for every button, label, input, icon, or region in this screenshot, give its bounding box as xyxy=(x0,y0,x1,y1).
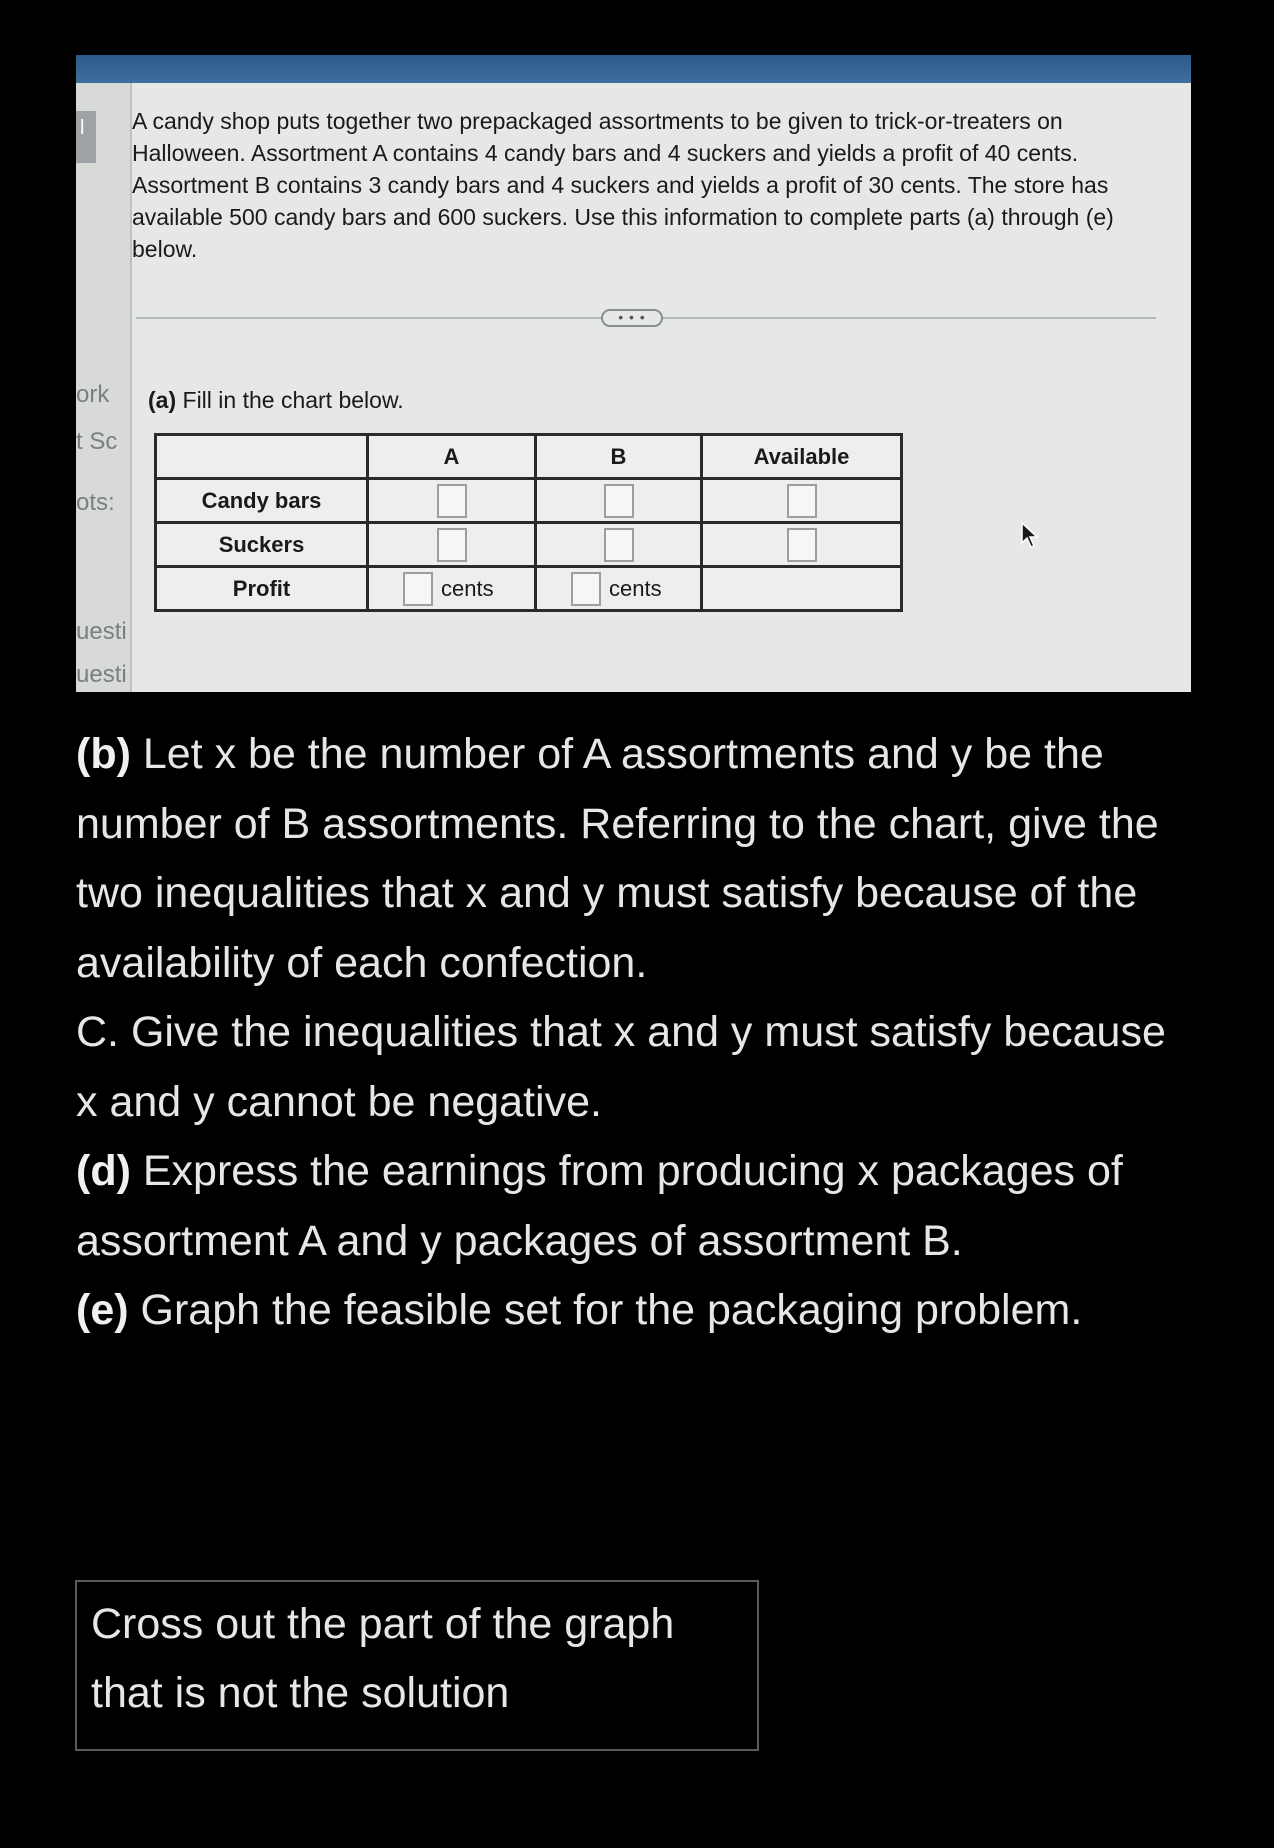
suckers-available-input[interactable] xyxy=(787,528,817,562)
part-a-prompt xyxy=(148,387,404,414)
profit-b-input[interactable] xyxy=(571,572,601,606)
question-b-text: Let x be the number of A assortments and y be the number of B assortments. Referring to the chart, give the two inequalities that x and y must satisfy because of the availability of each confection. xyxy=(76,730,1159,987)
suckers-b-input[interactable] xyxy=(604,528,634,562)
question-e xyxy=(76,1276,1196,1346)
candy-bars-available-input[interactable] xyxy=(787,484,817,518)
expand-button[interactable]: • • • xyxy=(601,309,663,327)
problem-statement: A candy shop puts together two prepackaged assortments to be given to trick-or-treaters on Halloween. Assortment A contains 4 candy bars and 4 suckers and yields a profit of 40 cents. Assortment B contains 3 candy bars and 4 suckers and yields a profit of 30 cents. The store has available 500 candy bars and 600 suckers. Use this information to complete parts (a) through (e) below. xyxy=(132,108,1114,262)
monitor-photo xyxy=(76,55,1191,692)
question-c: C. Give the inequalities that x and y must satisfy because x and y cannot be negative. xyxy=(76,1008,1166,1126)
chart-header-available: Available xyxy=(702,435,902,479)
chart-header-b: B xyxy=(536,435,702,479)
assortment-chart xyxy=(154,433,903,612)
candy-bars-b-input[interactable] xyxy=(604,484,634,518)
row-label-candy-bars: Candy bars xyxy=(156,479,368,523)
question-e-label: (e) xyxy=(76,1286,129,1334)
question-d xyxy=(76,1137,1196,1276)
sidebar-fragment[interactable]: t Sc xyxy=(76,428,118,455)
table-row xyxy=(156,567,902,611)
question-d-label: (d) xyxy=(76,1147,131,1195)
sidebar-marker-text: l xyxy=(80,117,85,139)
chart-header-row xyxy=(156,435,902,479)
sidebar-fragment: ots: xyxy=(76,489,115,516)
part-a-label: (a) xyxy=(148,387,177,413)
chart-header-blank xyxy=(156,435,368,479)
question-b xyxy=(76,720,1196,998)
sidebar-marker xyxy=(76,111,96,163)
row-label-profit: Profit xyxy=(156,567,368,611)
sidebar-fragment[interactable]: ork xyxy=(76,381,110,408)
profit-a-unit: cents xyxy=(441,575,494,601)
table-row xyxy=(156,523,902,567)
left-sidebar xyxy=(76,83,132,692)
profit-a-input[interactable] xyxy=(403,572,433,606)
candy-bars-a-input[interactable] xyxy=(437,484,467,518)
sidebar-fragment[interactable]: uesti xyxy=(76,618,127,645)
chart-header-a: A xyxy=(368,435,536,479)
row-label-suckers: Suckers xyxy=(156,523,368,567)
sidebar-fragment[interactable]: uesti xyxy=(76,661,127,688)
profit-available-cell xyxy=(702,567,902,611)
profit-b-unit: cents xyxy=(609,575,662,601)
question-e-text: Graph the feasible set for the packaging problem. xyxy=(140,1286,1083,1334)
question-text xyxy=(76,720,1196,1346)
window-top-bar xyxy=(76,55,1191,83)
part-a-text: Fill in the chart below. xyxy=(182,387,404,413)
mouse-cursor-icon xyxy=(1020,521,1042,549)
question-b-label: (b) xyxy=(76,730,131,778)
question-d-text: Express the earnings from producing x packages of assortment A and y packages of assortment B. xyxy=(76,1147,1123,1265)
table-row xyxy=(156,479,902,523)
instruction-note: Cross out the part of the graph that is not the solution xyxy=(75,1580,759,1751)
suckers-a-input[interactable] xyxy=(437,528,467,562)
